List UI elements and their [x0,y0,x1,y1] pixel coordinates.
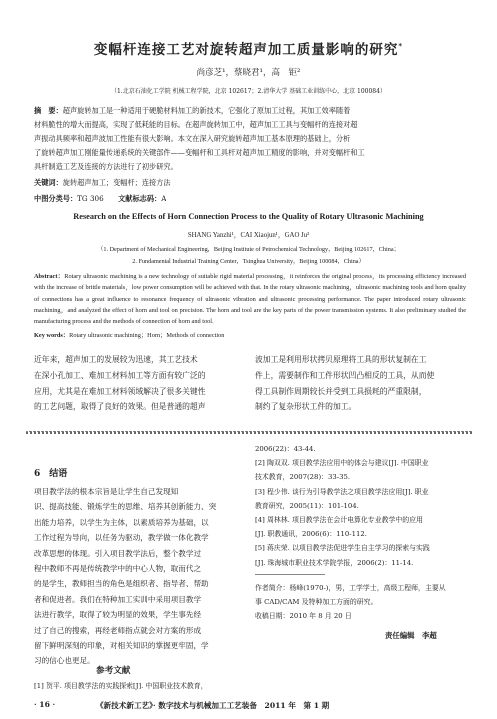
affiliation: （1.北京石油化工学院 机械工程学院，北京 102617；2.清华大学 基础工业训练中心，北京 100084） [111,88,386,95]
abstract-line-4: 了旋转超声加工刚能量传递系统的关键部件——变幅杆和工具杆对超声加工精度的影响，并对变幅杆和工 [34,148,365,157]
section-heading: 6 结语 [34,469,68,479]
reference-item: [2] 陶双双. 项目教学法应用中的体会与建议[J]. 中国职业 [255,459,429,468]
abstract-line-2: 材料脆性的增大而提高，实现了低耗能的目标。在超声旋转加工中，超声加工工具与变幅杆的连接对超 [34,120,358,129]
reference-item: [3] 程少伟. 谈行为引导教学法之项目教学法应用[J]. 职业 [255,487,429,496]
text-line: 法进行教学，取得了较为明显的效果，学生事先经 [34,610,202,620]
keywords: 关键词：旋转超声加工；变幅杆；连接方法 [34,178,171,187]
text-line: 程中教师不再是传统教学中的中心人物，取而代之 [34,564,202,574]
reference-item: 2006(22)：43-44. [255,445,316,453]
reference-item: [5] 蒋庆荣. 以项目教学法促进学生自主学习的探索与实践 [255,544,430,553]
reference-item: [4] 周林林. 项目教学法在会计电算化专业教学中的应用 [255,516,423,525]
references-heading: 参考文献 [96,666,131,676]
text-line: 识、提高技能、锻炼学生的思维、培养其创新能力、突 [34,502,217,512]
reference-item: 技术教育，2007(28)：33-35. [255,473,351,482]
conclusion-column [34,484,246,669]
abstract-line-1: 摘 要：超声旋转加工是一种适用于硬脆材料加工的新技术，它强化了原加工过程，其加工效率随着 [34,106,351,115]
text-line: 的工艺问题，取得了良好的效果。但是普通的超声 [34,402,206,412]
reference-item: [J]. 珠海城市职业技术学院学报，2006(2)：11-14. [255,558,414,567]
reference-item: 教育研究，2005(11)：101-104. [255,501,359,510]
author-note: 作者简介：杨峰(1970-)，男，工学学士，高级工程师，主要从 [255,584,446,592]
text-line: 者和促进者。我们在特种加工实训中采用项目教学 [34,594,202,604]
text-line: 制约了复杂形状工件的加工。 [255,402,357,412]
text-line: 得工具制作周期较长并受到工具损耗的严重限制， [255,386,427,396]
abstract-line-5: 具杆制造工艺及连接的方法进行了初步研究。 [34,162,178,171]
text-line: 波加工是利用形状拷贝原理将工具的形状复制在工 [255,355,427,364]
author-note-2: 事 CAD/CAM 及特种加工方面的研究。 [255,598,378,606]
page-number: · 16 · [34,700,56,709]
article-divider [26,431,472,434]
english-abstract: Abstract：Rotary ultrasonic machining is a new technology of suitable rigid material processing，it reinforces the original process，its processing efficiency increased with the increase of brittle materials，low power consumption will be achieved with that. In the rotary ultrasonic machining，ultrasonic machining tools and horn quality of connections has a great influence to resonance frequency of ultrasonic vibration and ultrasonic processing performance. The paper introduced rotary ultrasonic machining，and analyzed the effect of horn and tool on precision. The horn and tool are the key parts of the power transmission systems. It also preliminary studied the manufacturing process and the methods of connection of horn and tool. [34,273,466,326]
text-line: 工作过程为导向，以任务为驱动，教学做一体化教学 [34,533,209,543]
journal-footer: 《新技术新工艺》· 数字技术与机械加工工艺装备 2011 年 第 1 期 [96,701,330,710]
text-line: 习的信心也更足。 [34,656,95,666]
classification: 中图分类号：TG 306 文献标志码：A [34,194,167,203]
text-line: 项目教学法的根本宗旨是让学生自己发现知 [34,487,179,496]
english-authors: SHANG Yanzhi¹，CAI Xiaojun¹，GAO Ju² [187,232,310,239]
text-line: 件上，需要制作和工件形状凹凸相反的工具，从而使 [255,370,435,380]
text-line: 在深小孔加工、难加工材料加工等方面有较广泛的 [34,370,206,380]
english-keywords: Key words：Rotary ultrasonic machining；Horn；Methods of connection [34,332,225,339]
received-date: 收稿日期：2010 年 8 月 20 日 [255,612,352,620]
intro-right-column [255,352,471,415]
text-line: 出能力培养，以学生为主体，以素质培养为基础，以 [34,517,209,527]
responsible-editor: 责任编辑 李超 [385,631,437,640]
abstract-line-3: 声振动具频率和超声波加工性能有很大影响。本文在深入研究旋转超声加工基本原理的基础上，分析 [34,134,351,143]
english-affiliation-2: 2. Fundamental Industrial Training Center，Tsinghua University，Beijing 100084，China） [132,258,365,265]
english-title: Research on the Effects of Horn Connection Process to the Quality of Rotary Ultrasonic Machining [73,212,424,221]
author-list: 尚彦芝¹，蔡晓君¹，高 钜² [196,68,301,78]
text-line: 的是学生，教师担当的角色是组织者、指导者、帮助 [34,579,209,589]
paper-title: 变幅杆连接工艺对旋转超声加工质量影响的研究* [93,41,404,58]
reference-item: [J]. 职教通讯，2006(6)：110-112. [255,530,367,539]
text-line: 留下鲜明深刻的印象，对相关知识的掌握更牢固，学 [34,641,209,651]
english-affiliation-1: （1. Department of Mechanical Engineering，Beijing Institute of Petrochemical Technology，Beijing 102617，China； [97,246,400,253]
text-line: 改革思想的体现。引入项目教学法后，整个教学过 [34,548,202,558]
text-line: 近年来，超声加工的发展较为迅速，其工艺技术 [34,355,198,364]
note-divider [255,574,325,575]
text-line: 过了自己的搜索，再经老师指点就会对方案的形成 [34,625,202,635]
references-continued [255,442,475,570]
reference-item: [1] 贺平. 项目教学法的实践探索[J]. 中国职业技术教育， [34,682,208,690]
intro-left-column [34,352,244,415]
text-line: 应用，尤其是在难加工材料领域解决了很多关键性 [34,386,206,396]
